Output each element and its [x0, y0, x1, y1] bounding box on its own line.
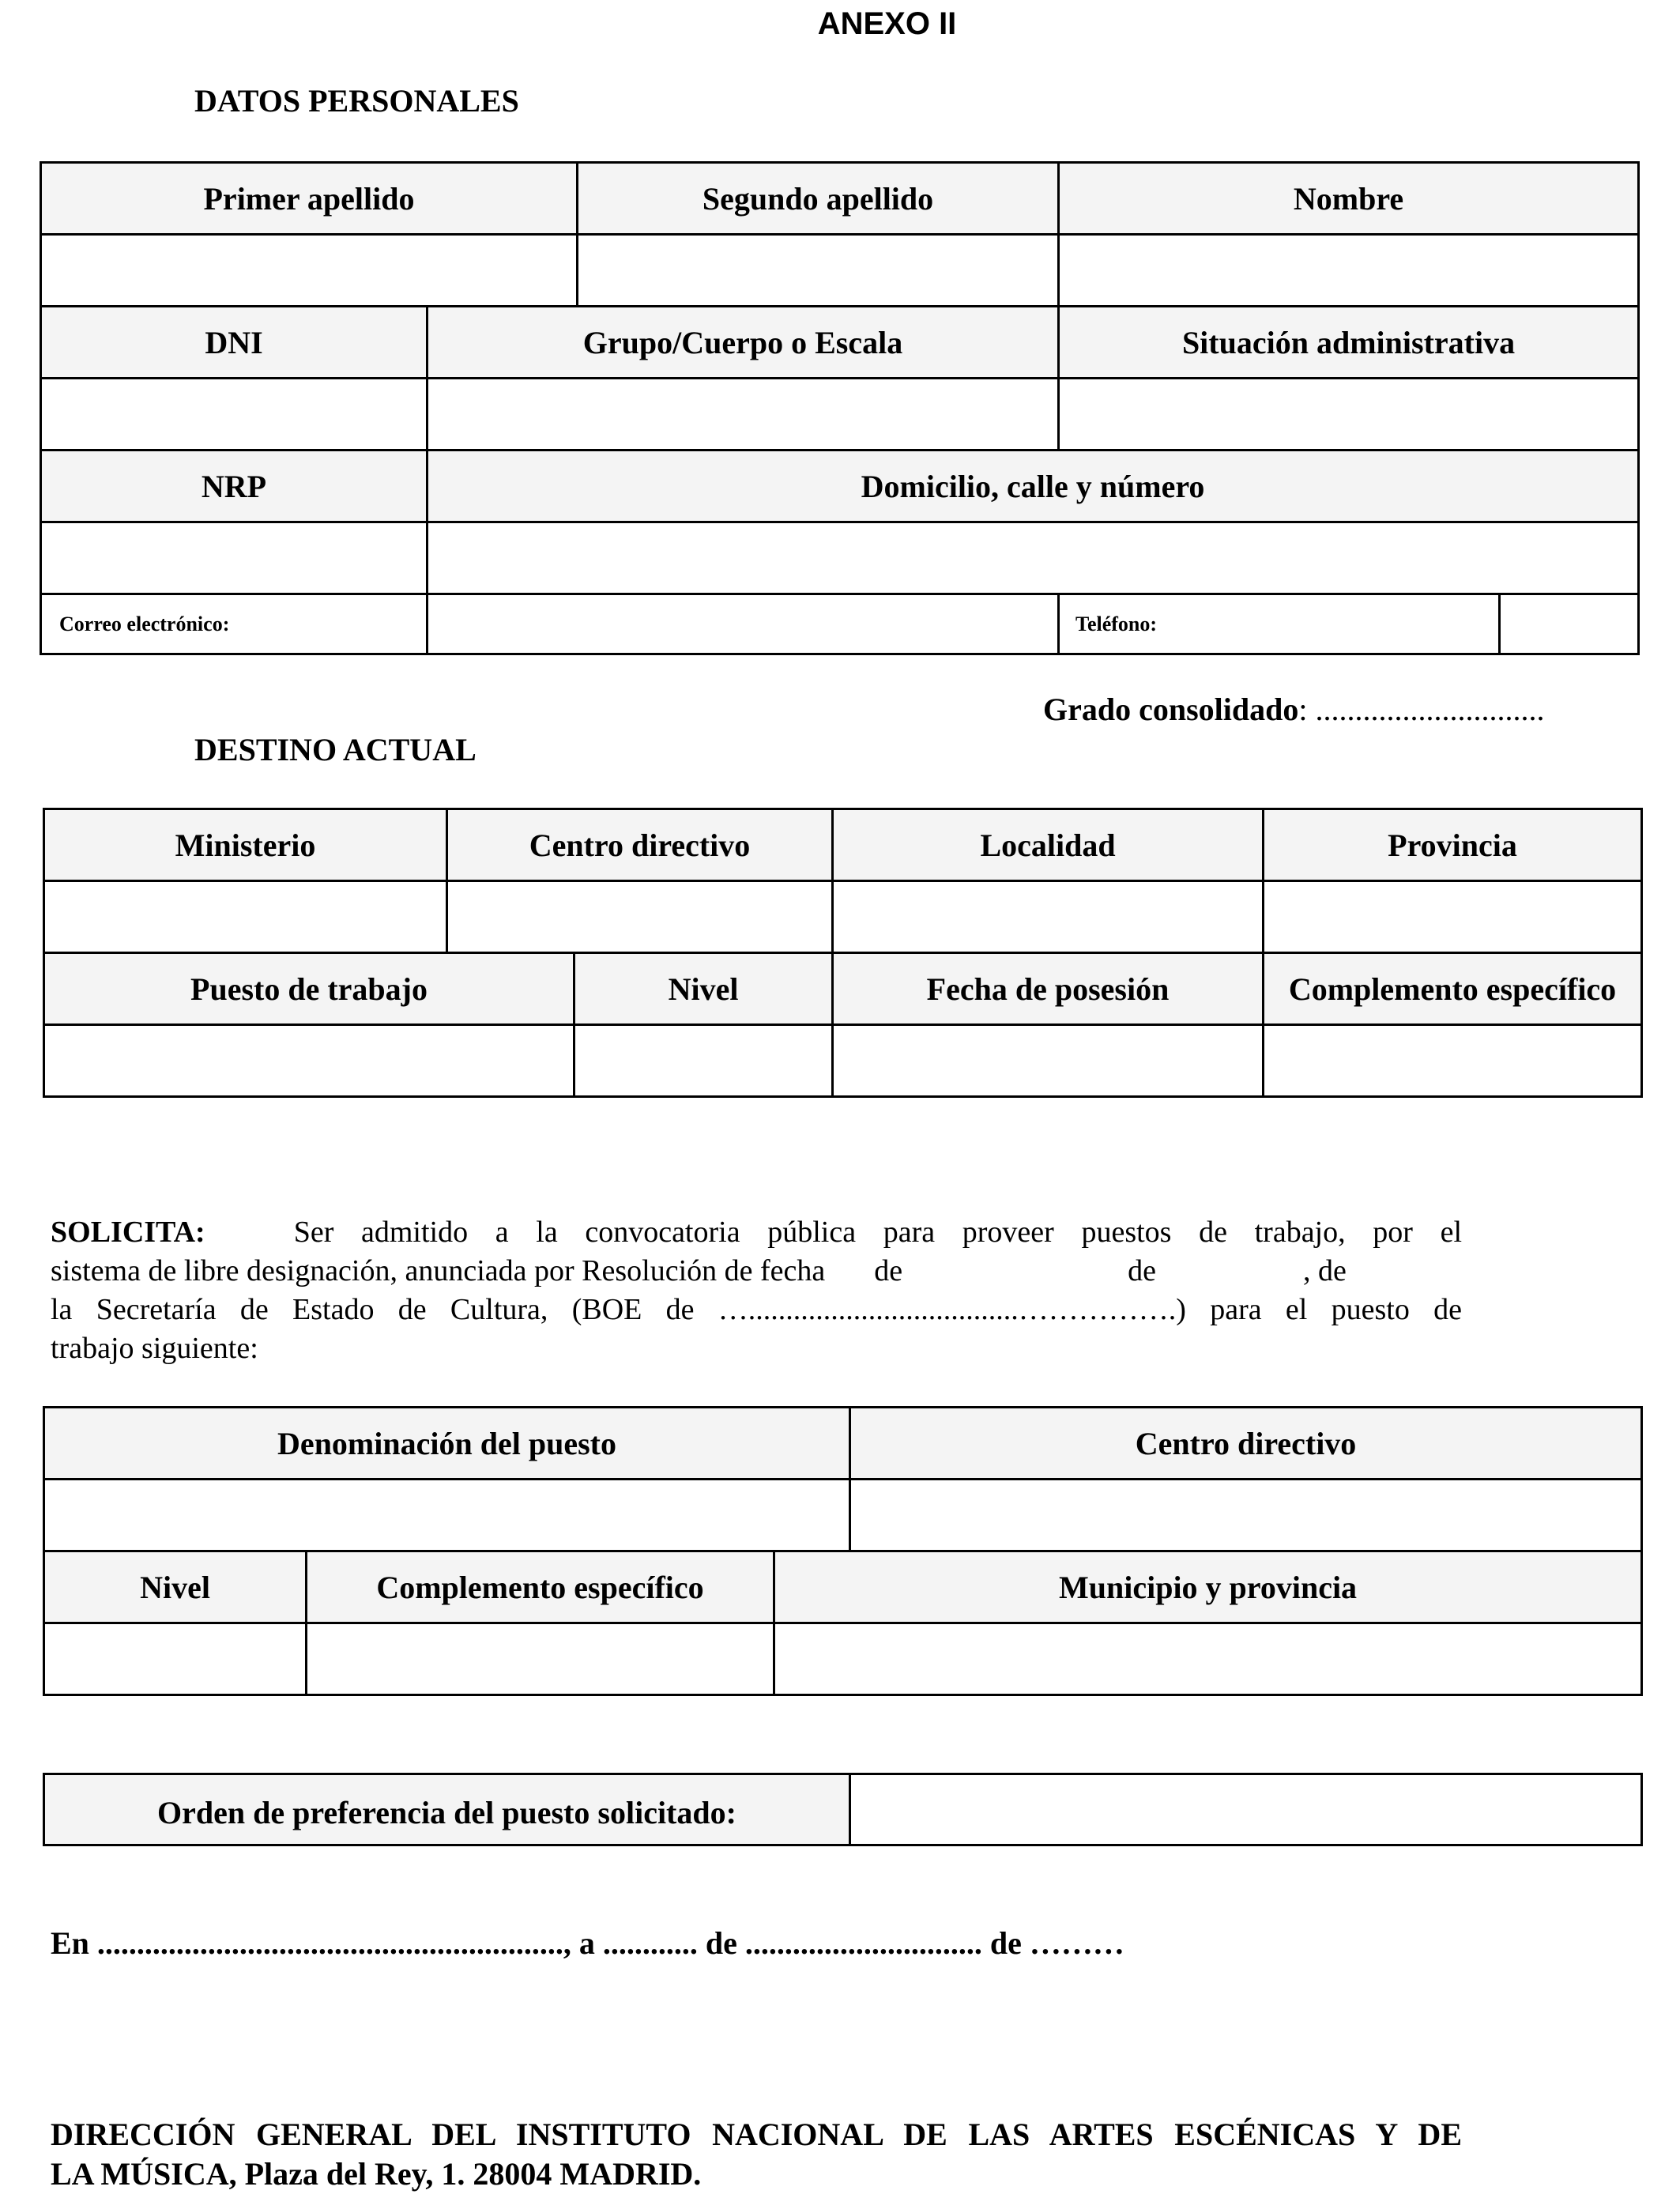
- header-nivel: Nivel: [574, 953, 833, 1025]
- header-centro-directivo: Centro directivo: [447, 809, 833, 881]
- field-puesto-de-trabajo[interactable]: [44, 1025, 574, 1097]
- header-nombre: Nombre: [1059, 163, 1639, 235]
- puesto-solicitado-table: [43, 1406, 1643, 1696]
- field-telefono[interactable]: [1500, 594, 1639, 654]
- field-localidad[interactable]: [833, 881, 1264, 953]
- solicita-line-1: [51, 1213, 1462, 1252]
- orden-preferencia-table: [43, 1773, 1643, 1846]
- field-complemento-especifico-puesto[interactable]: [307, 1623, 774, 1695]
- header-municipio-y-provincia: Municipio y provincia: [774, 1551, 1642, 1623]
- solicita-line-2-de-2: de: [1128, 1254, 1157, 1287]
- footer-line-1: DIRECCIÓN GENERAL DEL INSTITUTO NACIONAL DE LAS ARTES ESCÉNICAS Y DE: [51, 2117, 1462, 2152]
- solicita-line-2-text: sistema de libre designación, anunciada por Resolución de fecha: [51, 1254, 826, 1287]
- header-centro-directivo-puesto: Centro directivo: [850, 1408, 1642, 1480]
- grado-consolidado: [1043, 691, 1545, 728]
- header-fecha-de-posesion: Fecha de posesión: [833, 953, 1264, 1025]
- field-complemento-especifico[interactable]: [1264, 1025, 1642, 1097]
- footer-line-2: LA MÚSICA, Plaza del Rey, 1. 28004 MADRID.: [51, 2156, 702, 2192]
- header-complemento-especifico: Complemento específico: [1264, 953, 1642, 1025]
- field-grupo-cuerpo[interactable]: [428, 379, 1059, 450]
- field-nivel-puesto[interactable]: [44, 1623, 307, 1695]
- grado-consolidado-label: Grado consolidado: [1043, 692, 1299, 727]
- field-ministerio[interactable]: [44, 881, 447, 953]
- header-puesto-de-trabajo: Puesto de trabajo: [44, 953, 574, 1025]
- header-situacion-administrativa: Situación administrativa: [1059, 307, 1639, 379]
- annex-title: ANEXO II: [817, 6, 957, 41]
- header-primer-apellido: Primer apellido: [41, 163, 578, 235]
- field-situacion-administrativa[interactable]: [1059, 379, 1639, 450]
- field-nombre[interactable]: [1059, 235, 1639, 307]
- header-localidad: Localidad: [833, 809, 1264, 881]
- header-nrp: NRP: [41, 450, 428, 522]
- field-primer-apellido[interactable]: [41, 235, 578, 307]
- header-grupo-cuerpo: Grupo/Cuerpo o Escala: [428, 307, 1059, 379]
- field-dni[interactable]: [41, 379, 428, 450]
- header-domicilio: Domicilio, calle y número: [428, 450, 1639, 522]
- label-orden-de-preferencia: Orden de preferencia del puesto solicitado:: [44, 1774, 850, 1845]
- solicita-line-2: [51, 1252, 1462, 1291]
- solicita-line-4: trabajo siguiente:: [51, 1332, 258, 1365]
- destino-actual-table: [43, 808, 1643, 1098]
- field-fecha-de-posesion[interactable]: [833, 1025, 1264, 1097]
- footer-address: [51, 2115, 1462, 2194]
- solicita-line-2-de-1: de: [874, 1254, 903, 1287]
- field-correo-electronico[interactable]: [428, 594, 1059, 654]
- field-domicilio[interactable]: [428, 522, 1639, 594]
- header-ministerio: Ministerio: [44, 809, 447, 881]
- field-provincia[interactable]: [1264, 881, 1642, 953]
- label-correo-electronico: Correo electrónico:: [41, 594, 428, 654]
- section-heading-personal: DATOS PERSONALES: [194, 83, 519, 119]
- solicita-paragraph: [51, 1213, 1462, 1368]
- header-dni: DNI: [41, 307, 428, 379]
- field-centro-directivo[interactable]: [447, 881, 833, 953]
- field-orden-de-preferencia[interactable]: [850, 1774, 1642, 1845]
- solicita-line-3: la Secretaría de Estado de Cultura, (BOE de …....................................…………….) para el puesto de: [51, 1293, 1462, 1326]
- personal-data-table: [40, 161, 1640, 655]
- solicita-line-2-de-3: , de: [1303, 1254, 1347, 1287]
- grado-consolidado-value[interactable]: : .............................: [1298, 692, 1545, 727]
- label-telefono: Teléfono:: [1059, 594, 1500, 654]
- header-complemento-especifico-puesto: Complemento específico: [307, 1551, 774, 1623]
- field-denominacion-del-puesto[interactable]: [44, 1480, 850, 1551]
- field-segundo-apellido[interactable]: [578, 235, 1059, 307]
- field-nrp[interactable]: [41, 522, 428, 594]
- header-nivel-puesto: Nivel: [44, 1551, 307, 1623]
- field-municipio-y-provincia[interactable]: [774, 1623, 1642, 1695]
- solicita-line-1-text: Ser admitido a la convocatoria pública para proveer puestos de trabajo, por el: [293, 1216, 1462, 1249]
- solicita-label: SOLICITA:: [51, 1216, 205, 1249]
- place-date-line[interactable]: En ..........................................................., a ............ de .............................. de ………: [51, 1925, 1124, 1961]
- section-heading-destino: DESTINO ACTUAL: [194, 732, 477, 767]
- header-provincia: Provincia: [1264, 809, 1642, 881]
- header-denominacion-del-puesto: Denominación del puesto: [44, 1408, 850, 1480]
- header-segundo-apellido: Segundo apellido: [578, 163, 1059, 235]
- field-nivel[interactable]: [574, 1025, 833, 1097]
- field-centro-directivo-puesto[interactable]: [850, 1480, 1642, 1551]
